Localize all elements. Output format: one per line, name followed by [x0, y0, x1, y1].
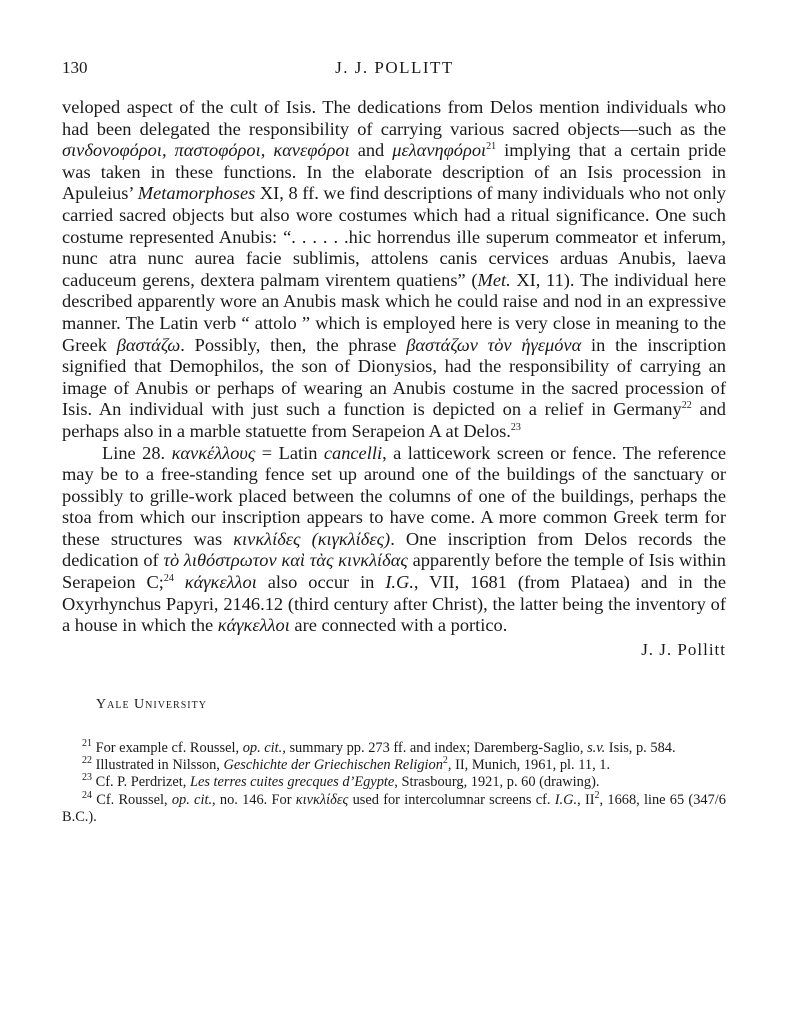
italic-run: Metamorphoses: [137, 183, 256, 204]
text-run: XI, 11). The individual here described apparently wore an Anubis mask which he could raise and nod in an expressive manner. The Latin verb “ attolo ” which is employed here is very close in meaning to the Greek: [62, 269, 727, 355]
footnote-ref: 23: [510, 421, 521, 433]
footnotes: [62, 740, 726, 826]
text-run: Line 28.: [102, 442, 172, 463]
italic-run: Geschichte der Griechischen Religion: [223, 757, 443, 774]
greek-run: σινδονοφόροι, παστοφόροι, κανεφόροι: [62, 140, 350, 161]
footnote-23: [62, 774, 726, 791]
text-run: XI, 8 ff. we find descriptions of many individuals who not only carried sacred objects but also wore costumes which had a ritual significance. One such costume represented Anubis: “. . . . . .hic horrendus ille superum commeator et inferum, nunc atra nunc aurea facie sublimis, attolens canis cervices arduas Anubis, laeva caduceum gerens, dextera palmam virentem quatiens” (: [62, 183, 726, 290]
text-run: , 1668, line 65 (347/6 B.C.).: [62, 791, 726, 825]
text-run: Isis, p. 584.: [605, 740, 676, 756]
text-run: used for intercolumnar screens cf.: [348, 791, 555, 808]
greek-run: κινκλίδες (κιγκλίδες): [233, 528, 391, 549]
footnote-ref: 21: [82, 738, 92, 750]
text-run: are connected with a portico.: [289, 615, 508, 636]
text-run: in the inscription signified that Demophilos, the son of Dionysios, had the responsibility of carrying an image of Anubis or perhaps of wearing an Anubis costume in the sacred procession of Isis. An individual with just such a function is depicted on a relief in Germany: [62, 334, 727, 420]
author-affiliation: Yale University: [96, 697, 207, 712]
footnote-ref: 22: [681, 400, 692, 412]
text-run: Cf. P. Perdrizet,: [92, 774, 190, 791]
paragraph-2: [62, 443, 726, 637]
footnote-21: [62, 740, 726, 757]
text-run: Illustrated in Nilsson,: [92, 757, 224, 774]
text-run: implying that a certain pride was taken in these functions. In the elaborate description of an Isis procession in Apuleius’: [62, 140, 726, 204]
italic-run: I.G.: [385, 572, 414, 593]
text-run: , no. 146. For: [212, 791, 296, 808]
italic-run: I.G.: [554, 791, 578, 808]
text-run: [174, 572, 185, 592]
text-run: apparently before the temple of Isis within Serapeion C;: [62, 550, 726, 593]
text-run: For example cf. Roussel,: [92, 740, 243, 756]
footnote-ref: 22: [82, 755, 92, 767]
footnote-24: [62, 789, 726, 826]
footnote-ref: 2: [594, 789, 600, 801]
greek-run: βαστάζω: [116, 334, 181, 355]
text-run: , a latticework screen or fence. The reference may be to a free-standing fence set up around one of the buildings of the sanctuary or possibly to grille-work placed between the columns of one of the buildings, perhaps the stoa from which our inscription appears to have come. A more common Greek term for these structures was: [62, 442, 726, 549]
italic-run: Les terres cuites grecques d’Egypte: [189, 774, 395, 791]
greek-run: βαστάζων τὸν ἡγεμόνα: [406, 334, 582, 355]
footnote-22: [62, 757, 726, 774]
italic-run: op. cit.: [171, 791, 213, 808]
footnote-ref: 21: [486, 141, 497, 153]
text-run: also occur in: [256, 572, 386, 593]
greek-run: κανκέλλους: [171, 442, 256, 463]
italic-run: s.v.: [587, 740, 606, 756]
greek-run: κάγκελλοι: [184, 572, 257, 593]
text-run: , Strasbourg, 1921, p. 60 (drawing).: [394, 774, 600, 791]
italic-run: cancelli: [323, 442, 383, 463]
text-run: and: [349, 140, 393, 161]
page-number: 130: [62, 58, 88, 77]
text-run: , II: [577, 791, 595, 808]
italic-run: op. cit.: [242, 740, 283, 756]
greek-run: κινκλίδες: [295, 791, 349, 808]
text-run: , summary pp. 273 ff. and index; Daremberg-Saglio,: [282, 740, 588, 756]
text-run: veloped aspect of the cult of Isis. The dedications from Delos mention individuals who had been delegated the responsibility of carrying various sacred objects—such as the: [62, 97, 726, 139]
italic-run: Met.: [477, 269, 511, 290]
text-run: = Latin: [255, 442, 324, 463]
text-run: and perhaps also in a marble statuette from Serapeion A at Delos.: [62, 399, 726, 441]
footnote-ref: 24: [82, 789, 92, 801]
greek-run: μελανηφόροι: [392, 140, 487, 161]
text-run: , VII, 1681 (from Plataea) and in the Oxyrhynchus Papyri, 2146.12 (third century after Christ), the latter being the inventory of a house in which the: [62, 572, 726, 636]
author-signature: J. J. Pollitt: [641, 639, 726, 659]
footnote-ref: 23: [82, 772, 92, 784]
paragraph-1: [62, 97, 726, 443]
footnote-ref: 24: [163, 572, 174, 584]
greek-run: κάγκελλοι: [217, 615, 290, 636]
running-head: J. J. POLLITT: [335, 58, 454, 77]
footnote-ref: 2: [442, 755, 448, 767]
text-run: . Possibly, then, the phrase: [180, 334, 407, 355]
greek-run: τὸ λιθόστρωτον καὶ τὰς κινκλίδας: [163, 550, 408, 571]
text-run: . One inscription from Delos records the dedication of: [62, 528, 726, 571]
main-text: [62, 97, 726, 660]
text-run: , II, Munich, 1961, pl. 11, 1.: [447, 757, 611, 774]
text-run: Cf. Roussel,: [92, 791, 172, 808]
